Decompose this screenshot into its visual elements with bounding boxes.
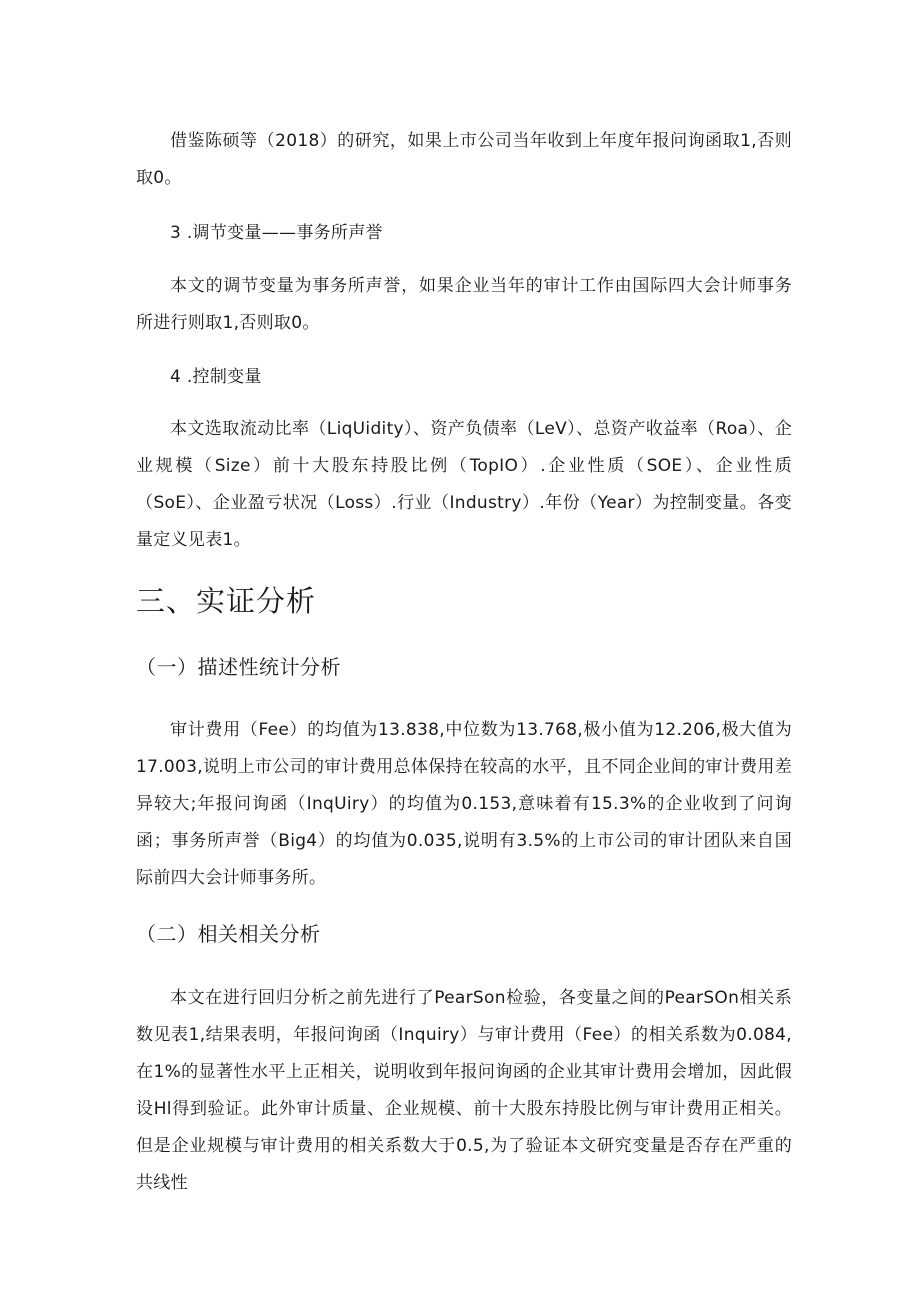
subheading-moderating-variable: 3 .调节变量——事务所声誉	[170, 223, 383, 243]
paragraph-descriptive-stats: 审计费用（Fee）的均值为13.838,中位数为13.768,极小值为12.206,极大值为17.003,说明上市公司的审计费用总体保持在较高的水平，且不同企业间的审计费用差异较大;年报问询函（InqUiry）的均值为0.153,意味着有15.3%的企业收到了问询函；事务所声誉（Big4）的均值为0.035,说明有3.5%的上市公司的审计团队来自国际前四大会计师事务所。	[136, 720, 792, 888]
subheading-control-variables: 4 .控制变量	[170, 367, 262, 387]
section-heading-empirical-analysis: 三、实证分析	[136, 584, 317, 618]
subsection-heading-correlation: （二）相关相关分析	[136, 922, 321, 946]
paragraph-moderating-variable: 本文的调节变量为事务所声誉，如果企业当年的审计工作由国际四大会计师事务所进行则取1,否则取0。	[136, 276, 792, 333]
paragraph-control-variables: 本文选取流动比率（LiqUidity）、资产负债率（LeV）、总资产收益率（Roa）、企业规模（Size）前十大股东持股比例（TopIO）.企业性质（SOE）、企业性质（SoE）、企业盈亏状况（Loss）.行业（Industry）.年份（Year）为控制变量。各变量定义见表1。	[136, 419, 792, 550]
subsection-heading-descriptive-stats: （一）描述性统计分析	[136, 655, 341, 679]
paragraph-correlation-analysis: 本文在进行回归分析之前先进行了PearSon检验，各变量之间的PearSOn相关系数见表1,结果表明，年报问询函（Inquiry）与审计费用（Fee）的相关系数为0.084,在1%的显著性水平上正相关，说明收到年报问询函的企业其审计费用会增加，因此假设Hl得到验证。此外审计质量、企业规模、前十大股东持股比例与审计费用正相关。但是企业规模与审计费用的相关系数大于0.5,为了验证本文研究变量是否存在严重的共线性	[136, 988, 792, 1193]
paragraph-variable-definition: 借鉴陈硕等（2018）的研究，如果上市公司当年收到上年度年报问询函取1,否则取0。	[136, 131, 792, 188]
